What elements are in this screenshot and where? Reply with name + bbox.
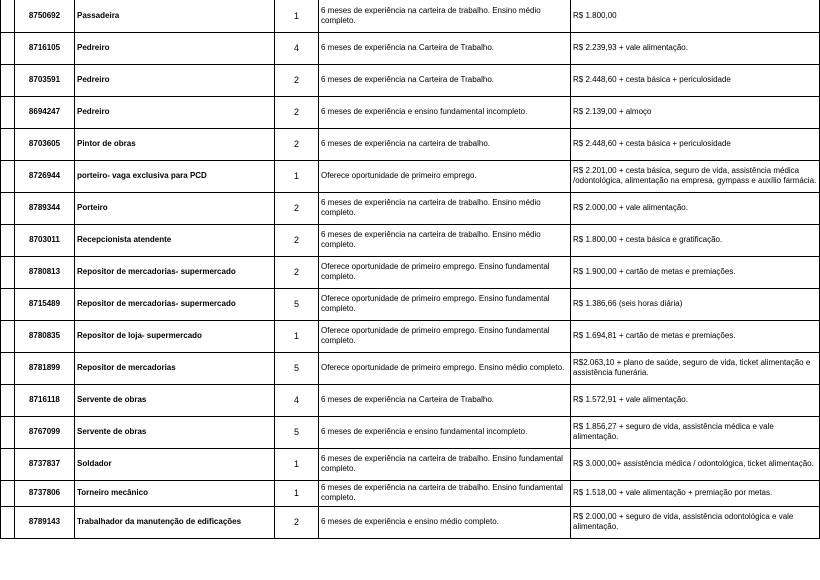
job-vacancies: 1 <box>275 320 319 352</box>
job-vacancies: 1 <box>275 448 319 480</box>
job-code: 8750692 <box>15 0 75 32</box>
job-salary: R$ 2.201,00 + cesta básica, seguro de vida, assistência médica /odontológica, alimentação na empresa, gympass e auxílio farmácia. <box>571 160 820 192</box>
table-row <box>1 32 820 64</box>
job-code: 8789344 <box>15 192 75 224</box>
job-title: Repositor de mercadorias- supermercado <box>75 288 275 320</box>
table-row <box>1 506 820 538</box>
job-vacancies: 2 <box>275 96 319 128</box>
job-vacancies: 4 <box>275 384 319 416</box>
job-vacancies: 2 <box>275 128 319 160</box>
job-title: porteiro- vaga exclusiva para PCD <box>75 160 275 192</box>
job-requirements: 6 meses de experiência na Carteira de Trabalho. <box>319 384 571 416</box>
job-salary: R$ 2.448,60 + cesta básica + periculosidade <box>571 128 820 160</box>
job-title: Recepcionista atendente <box>75 224 275 256</box>
job-title: Pedreiro <box>75 96 275 128</box>
job-requirements: Oferece oportunidade de primeiro emprego. Ensino médio completo. <box>319 352 571 384</box>
job-code: 8716118 <box>15 384 75 416</box>
job-requirements: 6 meses de experiência na carteira de trabalho. Ensino fundamental completo. <box>319 448 571 480</box>
job-requirements: 6 meses de experiência na carteira de trabalho. Ensino fundamental completo. <box>319 480 571 506</box>
job-requirements: Oferece oportunidade de primeiro emprego. Ensino fundamental completo. <box>319 256 571 288</box>
job-code: 8703605 <box>15 128 75 160</box>
table-row <box>1 352 820 384</box>
job-salary: R$ 1.900,00 + cartão de metas e premiações. <box>571 256 820 288</box>
job-vacancies: 5 <box>275 416 319 448</box>
job-title: Porteiro <box>75 192 275 224</box>
job-title: Repositor de mercadorias <box>75 352 275 384</box>
job-code: 8715489 <box>15 288 75 320</box>
job-salary: R$ 1.856,27 + seguro de vida, assistência médica e vale alimentação. <box>571 416 820 448</box>
job-vacancies: 5 <box>275 288 319 320</box>
table-row <box>1 480 820 506</box>
table-row <box>1 96 820 128</box>
job-vacancies: 2 <box>275 64 319 96</box>
job-code: 8737837 <box>15 448 75 480</box>
row-margin-cell <box>1 224 15 256</box>
job-salary: R$ 2.000,00 + seguro de vida, assistência odontológica e vale alimentação. <box>571 506 820 538</box>
row-margin-cell <box>1 320 15 352</box>
table-row <box>1 128 820 160</box>
table-row <box>1 384 820 416</box>
job-title: Soldador <box>75 448 275 480</box>
job-salary: R$ 2.448,60 + cesta básica + periculosidade <box>571 64 820 96</box>
job-code: 8737806 <box>15 480 75 506</box>
job-salary: R$ 1.572,91 + vale alimentação. <box>571 384 820 416</box>
row-margin-cell <box>1 64 15 96</box>
job-salary: R$ 1.800,00 + cesta básica e gratificação. <box>571 224 820 256</box>
job-title: Trabalhador da manutenção de edificações <box>75 506 275 538</box>
table-row <box>1 64 820 96</box>
job-salary: R$ 1.800,00 <box>571 0 820 32</box>
job-code: 8767099 <box>15 416 75 448</box>
job-title: Repositor de mercadorias- supermercado <box>75 256 275 288</box>
job-title: Torneiro mecânico <box>75 480 275 506</box>
job-title: Servente de obras <box>75 416 275 448</box>
row-margin-cell <box>1 352 15 384</box>
row-margin-cell <box>1 192 15 224</box>
job-code: 8781899 <box>15 352 75 384</box>
job-salary: R$2.063,10 + plano de saúde, seguro de vida, ticket alimentação e assistência funerária. <box>571 352 820 384</box>
row-margin-cell <box>1 416 15 448</box>
job-requirements: 6 meses de experiência e ensino fundamental incompleto. <box>319 416 571 448</box>
job-vacancies: 2 <box>275 224 319 256</box>
job-code: 8726944 <box>15 160 75 192</box>
job-vacancies: 1 <box>275 480 319 506</box>
job-salary: R$ 1.694,81 + cartão de metas e premiações. <box>571 320 820 352</box>
job-salary: R$ 1.386,66 (seis horas diária) <box>571 288 820 320</box>
job-salary: R$ 2.000,00 + vale alimentação. <box>571 192 820 224</box>
job-requirements: 6 meses de experiência na carteira de trabalho. Ensino médio completo. <box>319 192 571 224</box>
table-row <box>1 320 820 352</box>
job-title: Passadeira <box>75 0 275 32</box>
job-title: Repositor de loja- supermercado <box>75 320 275 352</box>
job-title: Servente de obras <box>75 384 275 416</box>
job-code: 8780813 <box>15 256 75 288</box>
job-salary: R$ 2.239,93 + vale alimentação. <box>571 32 820 64</box>
job-code: 8716105 <box>15 32 75 64</box>
job-requirements: Oferece oportunidade de primeiro emprego. <box>319 160 571 192</box>
table-row <box>1 448 820 480</box>
job-code: 8789143 <box>15 506 75 538</box>
job-requirements: Oferece oportunidade de primeiro emprego. Ensino fundamental completo. <box>319 288 571 320</box>
job-requirements: 6 meses de experiência na Carteira de Trabalho. <box>319 64 571 96</box>
row-margin-cell <box>1 506 15 538</box>
row-margin-cell <box>1 0 15 32</box>
row-margin-cell <box>1 160 15 192</box>
row-margin-cell <box>1 384 15 416</box>
job-title: Pedreiro <box>75 32 275 64</box>
job-requirements: Oferece oportunidade de primeiro emprego. Ensino fundamental completo. <box>319 320 571 352</box>
row-margin-cell <box>1 256 15 288</box>
job-vacancies: 2 <box>275 192 319 224</box>
row-margin-cell <box>1 448 15 480</box>
job-code: 8703011 <box>15 224 75 256</box>
row-margin-cell <box>1 96 15 128</box>
job-requirements: 6 meses de experiência e ensino médio completo. <box>319 506 571 538</box>
job-vacancies: 1 <box>275 0 319 32</box>
job-listings-body <box>1 0 820 538</box>
job-code: 8703591 <box>15 64 75 96</box>
row-margin-cell <box>1 480 15 506</box>
table-row <box>1 256 820 288</box>
table-row <box>1 0 820 32</box>
job-requirements: 6 meses de experiência na carteira de trabalho. Ensino médio completo. <box>319 0 571 32</box>
job-code: 8780835 <box>15 320 75 352</box>
job-vacancies: 2 <box>275 256 319 288</box>
job-requirements: 6 meses de experiência na carteira de trabalho. <box>319 128 571 160</box>
table-row <box>1 160 820 192</box>
job-title: Pintor de obras <box>75 128 275 160</box>
job-code: 8694247 <box>15 96 75 128</box>
job-salary: R$ 2.139,00 + almoço <box>571 96 820 128</box>
table-row <box>1 416 820 448</box>
job-requirements: 6 meses de experiência na Carteira de Trabalho. <box>319 32 571 64</box>
table-row <box>1 224 820 256</box>
job-vacancies: 1 <box>275 160 319 192</box>
table-row <box>1 288 820 320</box>
row-margin-cell <box>1 288 15 320</box>
job-requirements: 6 meses de experiência na carteira de trabalho. Ensino médio completo. <box>319 224 571 256</box>
row-margin-cell <box>1 32 15 64</box>
job-salary: R$ 3.000,00+ assistência médica / odontológica, ticket alimentação. <box>571 448 820 480</box>
job-requirements: 6 meses de experiência e ensino fundamental incompleto. <box>319 96 571 128</box>
table-row <box>1 192 820 224</box>
job-vacancies: 5 <box>275 352 319 384</box>
job-salary: R$ 1.518,00 + vale alimentação + premiação por metas. <box>571 480 820 506</box>
row-margin-cell <box>1 128 15 160</box>
job-vacancies: 2 <box>275 506 319 538</box>
job-title: Pedreiro <box>75 64 275 96</box>
job-vacancies: 4 <box>275 32 319 64</box>
